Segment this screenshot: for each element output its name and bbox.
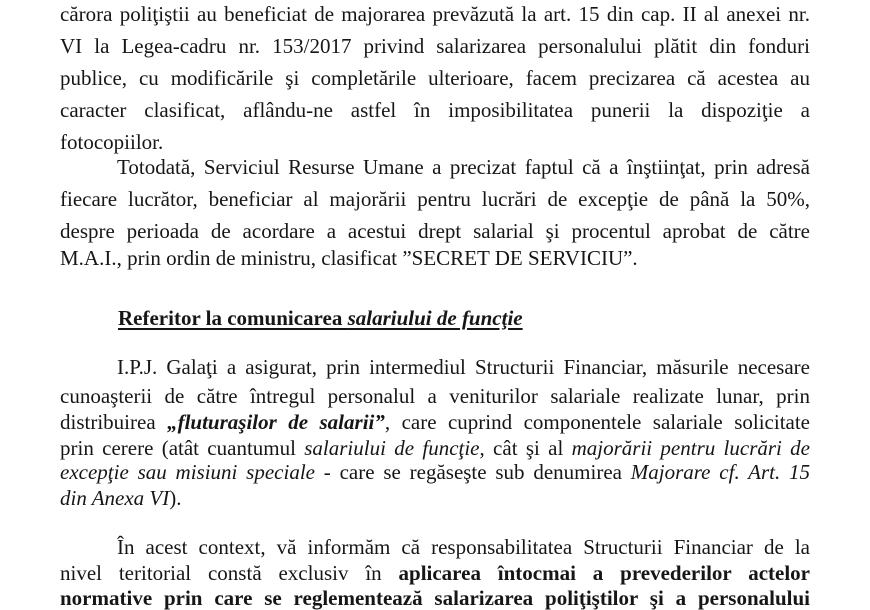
paragraph-3-line-4-part-c: , cât şi al [479,436,572,460]
paragraph-1-line-5: fotocopiilor. [60,130,164,154]
paragraph-3-line-1: I.P.J. Galaţi a asigurat, prin intermediul Structurii Financiar, măsurile necesare [117,355,810,379]
paragraph-2-line-1: Totodată, Serviciul Resurse Umane a precizat faptul că a înştiinţat, prin adresă [117,155,810,179]
paragraph-3-line-6 [60,486,182,510]
paragraph-1-line-1: cărora poliţiştii au beneficiat de majorarea prevăzută la art. 15 din cap. II al anexei nr. [60,2,810,26]
paragraph-1-line-2: VI la Legea-cadru nr. 153/2017 privind salarizarea personalului plătit din fonduri [60,34,810,58]
paragraph-1-line-4: caracter clasificat, aflându-ne astfel în imposibilitatea punerii la dispoziţie a [60,98,810,122]
paragraph-4-line-2-part-a: nivel teritorial constă exclusiv în [60,561,399,585]
paragraph-3-line-3-part-a: distribuirea [60,410,168,434]
paragraph-2-line-3: despre perioada de acordare a acestui drept salarial şi procentul aprobat de către [60,219,810,243]
paragraph-4-line-3: normative prin care se reglementează salarizarea poliţiştilor şi a personalului [60,586,810,610]
paragraph-4-line-1: În acest context, vă informăm că responsabilitatea Structurii Financiar de la [117,535,810,559]
paragraph-4-line-2 [60,561,810,585]
paragraph-3-line-2: cunoaşterii de către întregul personalul a veniturilor salariale realizate lunar, prin [60,384,810,408]
paragraph-3-line-6-end: ). [169,486,182,510]
section-heading-text: Referitor la comunicarea [118,306,348,330]
paragraph-2-line-4: M.A.I., prin ordin de ministru, clasificat ”SECRET DE SERVICIU”. [60,246,638,270]
paragraph-3-line-4-part-a: prin cerere (atât cuantumul [60,436,305,460]
paragraph-3-line-6-italic: din Anexa VI [60,486,170,510]
paragraph-3-line-5-italic-2: Majorare cf. Art. 15 [630,460,810,484]
paragraph-3-line-3-emphasis: „fluturaşilor de salarii” [167,410,385,434]
paragraph-4-line-2-bold: aplicarea întocmai a prevederilor actelor [398,561,810,585]
paragraph-3-line-4-italic-2: majorării pentru lucrări de [571,436,810,460]
paragraph-3-line-4 [60,436,810,460]
paragraph-3-line-3-part-c: , care cuprind componentele salariale solicitate [384,410,811,434]
paragraph-3-line-5-part-b: - care se regăseşte sub denumirea [315,460,631,484]
paragraph-3-line-3 [60,410,810,434]
paragraph-2-line-2: fiecare lucrător, beneficiar al majorării pentru lucrări de excepţie de până la 50%, [60,187,810,211]
paragraph-3-line-5 [60,460,810,484]
paragraph-3-line-4-italic-1: salariului de funcţie [304,436,480,460]
paragraph-1-line-3: publice, cu modificările şi completările ulterioare, facem precizarea că acestea au [60,66,810,90]
section-heading [118,306,523,330]
section-heading-italic: salariului de funcţie [347,306,523,330]
paragraph-3-line-5-italic-1: excepţie sau misiuni speciale [60,460,315,484]
